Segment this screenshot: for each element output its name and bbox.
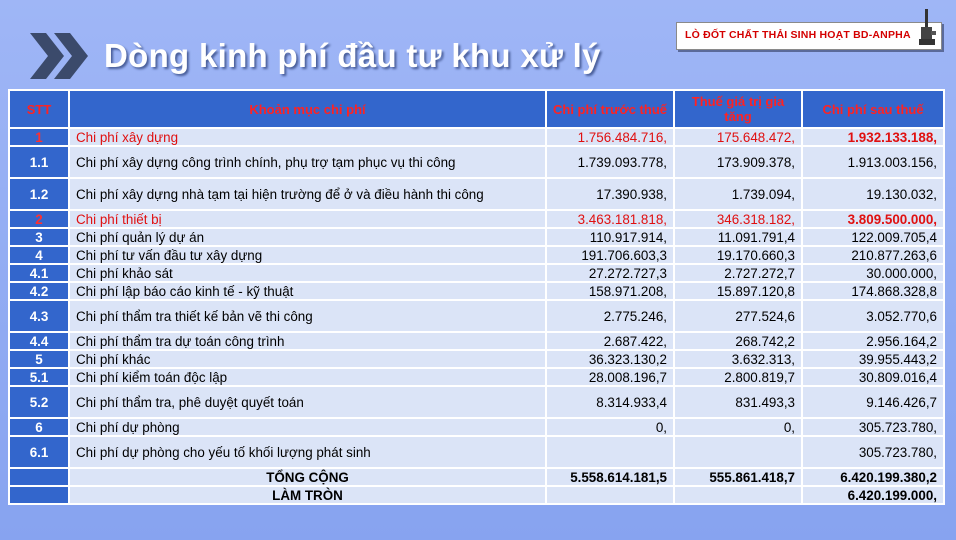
row-pre-tax: 28.008.196,7 — [546, 368, 674, 386]
table-row — [9, 386, 944, 418]
total-vat: 555.861.418,7 — [674, 468, 802, 486]
row-post-tax: 3.809.500.000, — [802, 210, 944, 228]
table-row — [9, 282, 944, 300]
row-item: Chi phí thiết bị — [69, 210, 546, 228]
row-stt: 4.2 — [9, 282, 69, 300]
row-stt: 5.1 — [9, 368, 69, 386]
row-stt: 1.2 — [9, 178, 69, 210]
row-post-tax: 9.146.426,7 — [802, 386, 944, 418]
table-row — [9, 418, 944, 436]
row-item: Chi phí kiểm toán độc lập — [69, 368, 546, 386]
row-pre-tax: 2.775.246, — [546, 300, 674, 332]
row-stt: 3 — [9, 228, 69, 246]
rounded-vat — [674, 486, 802, 504]
row-vat: 173.909.378, — [674, 146, 802, 178]
row-post-tax: 305.723.780, — [802, 418, 944, 436]
row-pre-tax: 17.390.938, — [546, 178, 674, 210]
table-row — [9, 264, 944, 282]
row-item: Chi phí khác — [69, 350, 546, 368]
row-post-tax: 2.956.164,2 — [802, 332, 944, 350]
row-pre-tax: 2.687.422, — [546, 332, 674, 350]
double-chevron-icon — [30, 33, 92, 79]
total-label: TỔNG CỘNG — [69, 468, 546, 486]
row-vat: 3.632.313, — [674, 350, 802, 368]
row-stt: 6 — [9, 418, 69, 436]
row-vat — [674, 436, 802, 468]
row-stt: 4.3 — [9, 300, 69, 332]
row-stt: 6.1 — [9, 436, 69, 468]
row-pre-tax: 1.756.484.716, — [546, 128, 674, 146]
row-pre-tax: 110.917.914, — [546, 228, 674, 246]
project-badge-label: LÒ ĐỐT CHẤT THẢI SINH HOẠT BD-ANPHA — [685, 29, 911, 41]
table-total-row — [9, 468, 944, 486]
title-bar — [30, 28, 601, 84]
row-post-tax: 30.000.000, — [802, 264, 944, 282]
row-post-tax: 39.955.443,2 — [802, 350, 944, 368]
row-vat: 175.648.472, — [674, 128, 802, 146]
rounded-post-tax: 6.420.199.000, — [802, 486, 944, 504]
row-vat: 19.170.660,3 — [674, 246, 802, 264]
table-row — [9, 228, 944, 246]
row-item: Chi phí thẩm tra, phê duyệt quyết toán — [69, 386, 546, 418]
row-post-tax: 3.052.770,6 — [802, 300, 944, 332]
table-row — [9, 246, 944, 264]
table-row — [9, 146, 944, 178]
row-pre-tax: 8.314.933,4 — [546, 386, 674, 418]
table-row — [9, 350, 944, 368]
column-header-vat-label: Thuế giá trị gia tăng — [691, 94, 785, 124]
row-pre-tax: 158.971.208, — [546, 282, 674, 300]
row-pre-tax: 191.706.603,3 — [546, 246, 674, 264]
table-rounded-row — [9, 486, 944, 504]
column-header-vat — [674, 90, 802, 128]
column-header-stt: STT — [9, 90, 69, 128]
row-stt: 4.4 — [9, 332, 69, 350]
row-vat: 2.727.272,7 — [674, 264, 802, 282]
column-header-pre-tax-label: Chi phí trước thuế — [553, 101, 667, 117]
row-stt: 2 — [9, 210, 69, 228]
row-pre-tax: 36.323.130,2 — [546, 350, 674, 368]
incinerator-icon — [917, 9, 937, 47]
cost-table — [8, 89, 945, 505]
row-stt: 5 — [9, 350, 69, 368]
row-stt: 4.1 — [9, 264, 69, 282]
total-post-tax: 6.420.199.380,2 — [802, 468, 944, 486]
row-item: Chi phí dự phòng — [69, 418, 546, 436]
row-vat: 1.739.094, — [674, 178, 802, 210]
table-row — [9, 368, 944, 386]
row-pre-tax: 3.463.181.818, — [546, 210, 674, 228]
row-item: Chi phí khảo sát — [69, 264, 546, 282]
page-title: Dòng kinh phí đầu tư khu xử lý — [104, 37, 601, 74]
row-stt: 5.2 — [9, 386, 69, 418]
row-item: Chi phí thẩm tra thiết kế bản vẽ thi công — [69, 300, 546, 332]
table-header-row — [9, 90, 944, 128]
column-header-pre-tax — [546, 90, 674, 128]
row-item: Chi phí lập báo cáo kinh tế - kỹ thuật — [69, 282, 546, 300]
project-badge — [676, 22, 942, 50]
row-vat: 277.524,6 — [674, 300, 802, 332]
row-post-tax: 19.130.032, — [802, 178, 944, 210]
row-item: Chi phí quản lý dự án — [69, 228, 546, 246]
total-stt — [9, 468, 69, 486]
row-vat: 15.897.120,8 — [674, 282, 802, 300]
row-vat: 346.318.182, — [674, 210, 802, 228]
row-stt: 1.1 — [9, 146, 69, 178]
row-post-tax: 122.009.705,4 — [802, 228, 944, 246]
total-pre-tax: 5.558.614.181,5 — [546, 468, 674, 486]
row-post-tax: 305.723.780, — [802, 436, 944, 468]
row-vat: 831.493,3 — [674, 386, 802, 418]
row-post-tax: 30.809.016,4 — [802, 368, 944, 386]
table-row — [9, 436, 944, 468]
row-vat: 2.800.819,7 — [674, 368, 802, 386]
row-item: Chi phí xây dựng công trình chính, phụ trợ tạm phục vụ thi công — [69, 146, 546, 178]
table-row — [9, 128, 944, 146]
row-post-tax: 210.877.263,6 — [802, 246, 944, 264]
row-vat: 268.742,2 — [674, 332, 802, 350]
table-row — [9, 178, 944, 210]
row-vat: 0, — [674, 418, 802, 436]
row-item: Chi phí thẩm tra dự toán công trình — [69, 332, 546, 350]
row-item: Chi phí tư vấn đầu tư xây dựng — [69, 246, 546, 264]
rounded-pre-tax — [546, 486, 674, 504]
row-pre-tax: 27.272.727,3 — [546, 264, 674, 282]
row-post-tax: 1.932.133.188, — [802, 128, 944, 146]
row-stt: 1 — [9, 128, 69, 146]
row-item: Chi phí dự phòng cho yếu tố khối lượng phát sinh — [69, 436, 546, 468]
row-item: Chi phí xây dựng — [69, 128, 546, 146]
row-vat: 11.091.791,4 — [674, 228, 802, 246]
row-item: Chi phí xây dựng nhà tạm tại hiện trường để ở và điều hành thi công — [69, 178, 546, 210]
column-header-post-tax: Chi phí sau thuế — [802, 90, 944, 128]
row-pre-tax: 1.739.093.778, — [546, 146, 674, 178]
rounded-stt — [9, 486, 69, 504]
column-header-item: Khoản mục chi phí — [69, 90, 546, 128]
rounded-label: LÀM TRÒN — [69, 486, 546, 504]
row-pre-tax: 0, — [546, 418, 674, 436]
table-row — [9, 300, 944, 332]
row-post-tax: 174.868.328,8 — [802, 282, 944, 300]
table-row — [9, 332, 944, 350]
table-row — [9, 210, 944, 228]
row-pre-tax — [546, 436, 674, 468]
row-stt: 4 — [9, 246, 69, 264]
row-post-tax: 1.913.003.156, — [802, 146, 944, 178]
